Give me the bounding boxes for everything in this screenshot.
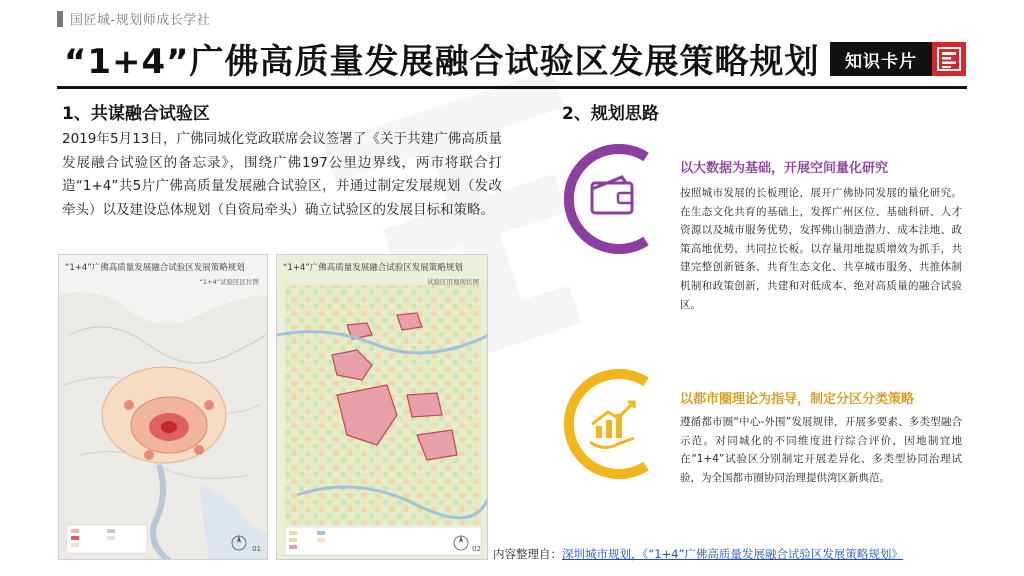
map2-subtitle: 试验区用地现状图: [427, 278, 479, 286]
source-credit: [493, 546, 903, 562]
brand-label: 国匠城-规划师成长学社: [70, 13, 211, 28]
brand: [57, 9, 210, 28]
credit-source-link[interactable]: 深圳城市规划，《“1+4”广佛高质量发展融合试验区发展策略规划》: [562, 547, 903, 561]
credit-label: 内容整理自：: [493, 547, 562, 561]
landuse-map-panel: [276, 254, 488, 560]
map1-title: “1+4”广佛高质量发展融合试验区发展策略规划: [65, 263, 245, 273]
item2-body: 遵循都市圈“中心-外围”发展规律，开展多要素、多类型融合示范。对同城化的不同维度进行综合评价，因地制宜地在“1+4”试验区分别制定开展差异化、多类型协同治理试验，为全国都市圈协同治理提供湾区新典范。: [680, 416, 962, 484]
item1-body: 按照城市发展的长板理论，展开广佛协同发展的量化研究。在生态文化共育的基础上，发挥广州区位、基础科研、人才资源以及城市服务优势，发挥佛山制造潜力、成本洼地、政策高地优势，共同拉长板。以存量用地提质增效为抓手，共建完整创新链条、共育生态文化、共享城市服务、共推体制机制和政策创新，共建和对低成本、绝对高质量的融合试验区。: [680, 187, 962, 311]
item2-heading: 以都市圈理论为指导，制定分区分类策略: [680, 392, 915, 407]
knowledge-card-badge: [830, 42, 966, 76]
page-title: “1+4”广佛高质量发展融合试验区发展策略规划: [64, 42, 820, 82]
brand-logo-icon: [932, 42, 966, 76]
wallet-icon: [556, 143, 668, 255]
section1-body: 2019年5月13日，广佛同城化党政联席会议签署了《关于共建广佛高质量发展融合试验区的备忘录》，围绕广佛197公里边界线，两市将联合打造“1+4”共5片广佛高质量发展融合试验区，并通过制定发展规划（发改牵头）以及建设总体规划（自资局牵头）确立试验区的发展目标和策略。: [62, 131, 502, 218]
header-rule: [57, 86, 967, 89]
landuse-map-image: [277, 255, 488, 560]
item1-heading: 以大数据为基础，开展空间量化研究: [680, 161, 889, 176]
section1-heading: 1、共谋融合试验区: [62, 104, 210, 124]
badge-label: 知识卡片: [830, 42, 932, 76]
map1-subtitle: “1+4”试验区区位图: [199, 278, 259, 286]
growth-chart-icon: [556, 368, 668, 480]
map2-page-number: 02: [472, 545, 481, 553]
section2-heading: 2、规划思路: [562, 104, 659, 124]
brand-bar: [57, 11, 63, 27]
map2-title: “1+4”广佛高质量发展融合试验区发展策略规划: [283, 263, 463, 273]
map1-page-number: 01: [252, 545, 261, 553]
location-map-image: [59, 255, 268, 560]
location-map-panel: [58, 254, 268, 560]
